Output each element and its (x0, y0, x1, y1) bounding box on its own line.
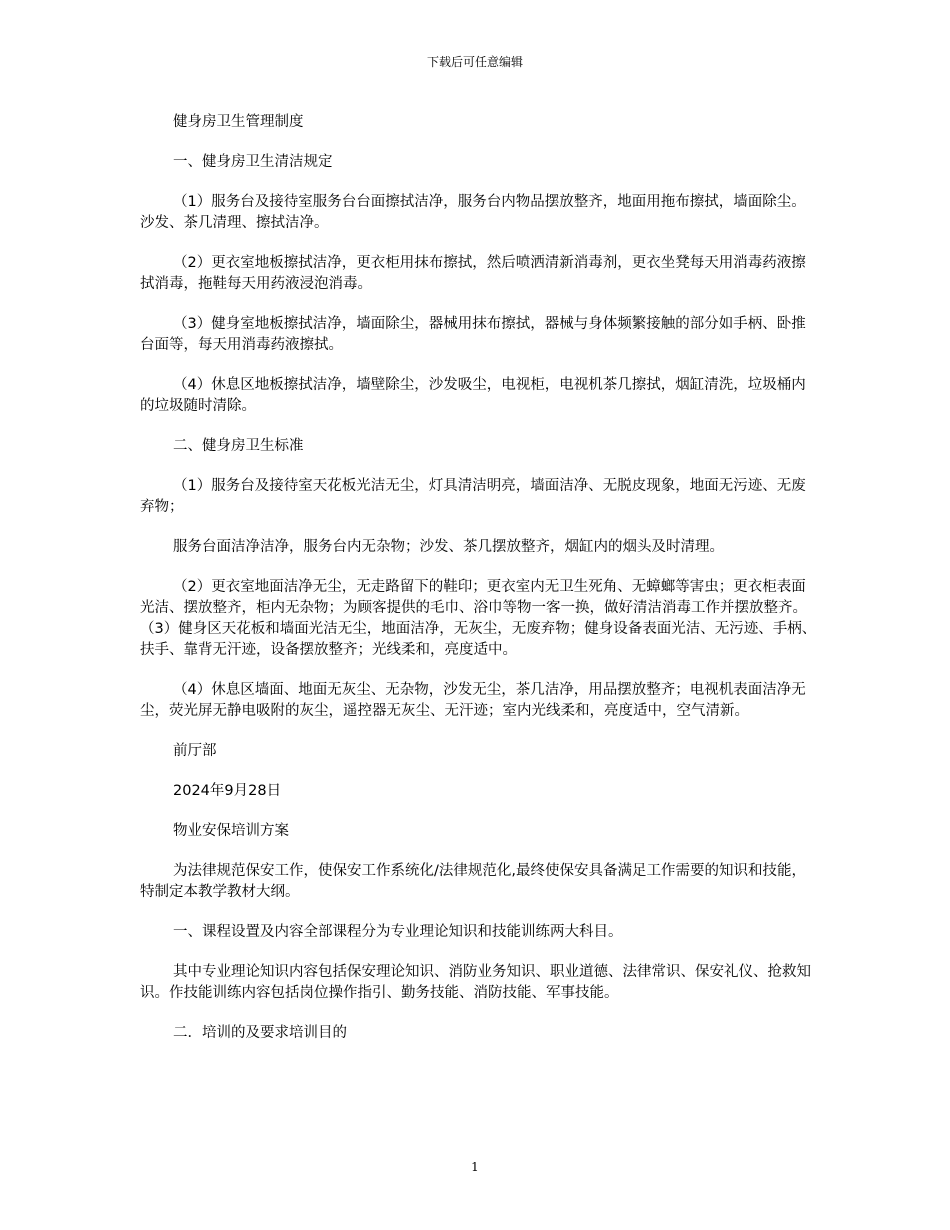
document-body (140, 112, 820, 1063)
paragraph: （1）服务台及接待室服务台台面擦拭洁净，服务台内物品摆放整齐，地面用拖布擦拭，墙面除尘。沙发、茶几清理、擦拭洁净。 (140, 194, 806, 231)
page-header: 下载后可任意编辑 (426, 55, 523, 69)
paragraph: （2）更衣室地面洁净无尘，无走路留下的鞋印；更衣室内无卫生死角、无蟑螂等害虫；更衣柜表面光洁、摆放整齐，柜内无杂物；为顾客提供的毛巾、浴巾等物一客一换，做好清洁消毒工作并摆放整齐。（3）健身区天花板和墙面光洁无尘，地面洁净，无灰尘，无废弃物；健身设备表面光洁、无污迹、手柄、扶手、靠背无汗迹，设备摆放整齐；光线柔和，亮度适中。 (140, 579, 817, 658)
document-title: 物业安保培训方案 (173, 823, 289, 839)
document-date: 2024年9月28日 (173, 783, 282, 799)
section-heading: 二．培训的及要求培训目的 (173, 1025, 347, 1041)
paragraph: 其中专业理论知识内容包括保安理论知识、消防业务知识、职业道德、法律常识、保安礼仪、抢救知识。作技能训练内容包括岗位操作指引、勤务技能、消防技能、军事技能。 (140, 964, 811, 1001)
department-signature: 前厅部 (173, 743, 217, 759)
paragraph: （3）健身室地板擦拭洁净，墙面除尘，器械用抹布擦拭，器械与身体频繁接触的部分如手柄、卧推台面等，每天用消毒药液擦拭。 (140, 316, 806, 353)
paragraph: 为法律规范保安工作，使保安工作系统化/法律规范化,最终使保安具备满足工作需要的知识和技能，特制定本教学教材大纲。 (140, 863, 806, 900)
paragraph: （4）休息区地板擦拭洁净，墙壁除尘，沙发吸尘，电视柜，电视机茶几擦拭，烟缸清洗，垃圾桶内的垃圾随时清除。 (140, 377, 806, 414)
paragraph: （2）更衣室地板擦拭洁净，更衣柜用抹布擦拭，然后喷洒清新消毒剂，更衣坐凳每天用消毒药液擦拭消毒，拖鞋每天用药液浸泡消毒。 (140, 255, 806, 292)
paragraph: （4）休息区墙面、地面无灰尘、无杂物，沙发无尘，茶几洁净，用品摆放整齐；电视机表面洁净无尘，荧光屏无静电吸附的灰尘，遥控器无灰尘、无汗迹；室内光线柔和，亮度适中，空气清新。 (140, 682, 806, 719)
document-title: 健身房卫生管理制度 (173, 114, 304, 130)
paragraph: 服务台面洁净洁净，服务台内无杂物；沙发、茶几摆放整齐，烟缸内的烟头及时清理。 (173, 539, 724, 555)
paragraph: （1）服务台及接待室天花板光洁无尘，灯具清洁明亮，墙面洁净、无脱皮现象，地面无污迹、无废弃物； (140, 478, 806, 515)
page-number: 1 (471, 1160, 479, 1174)
section-heading: 一、健身房卫生清洁规定 (173, 154, 333, 170)
section-heading: 一、课程设置及内容全部课程分为专业理论知识和技能训练两大科目。 (173, 924, 623, 940)
section-heading: 二、健身房卫生标准 (173, 438, 304, 454)
